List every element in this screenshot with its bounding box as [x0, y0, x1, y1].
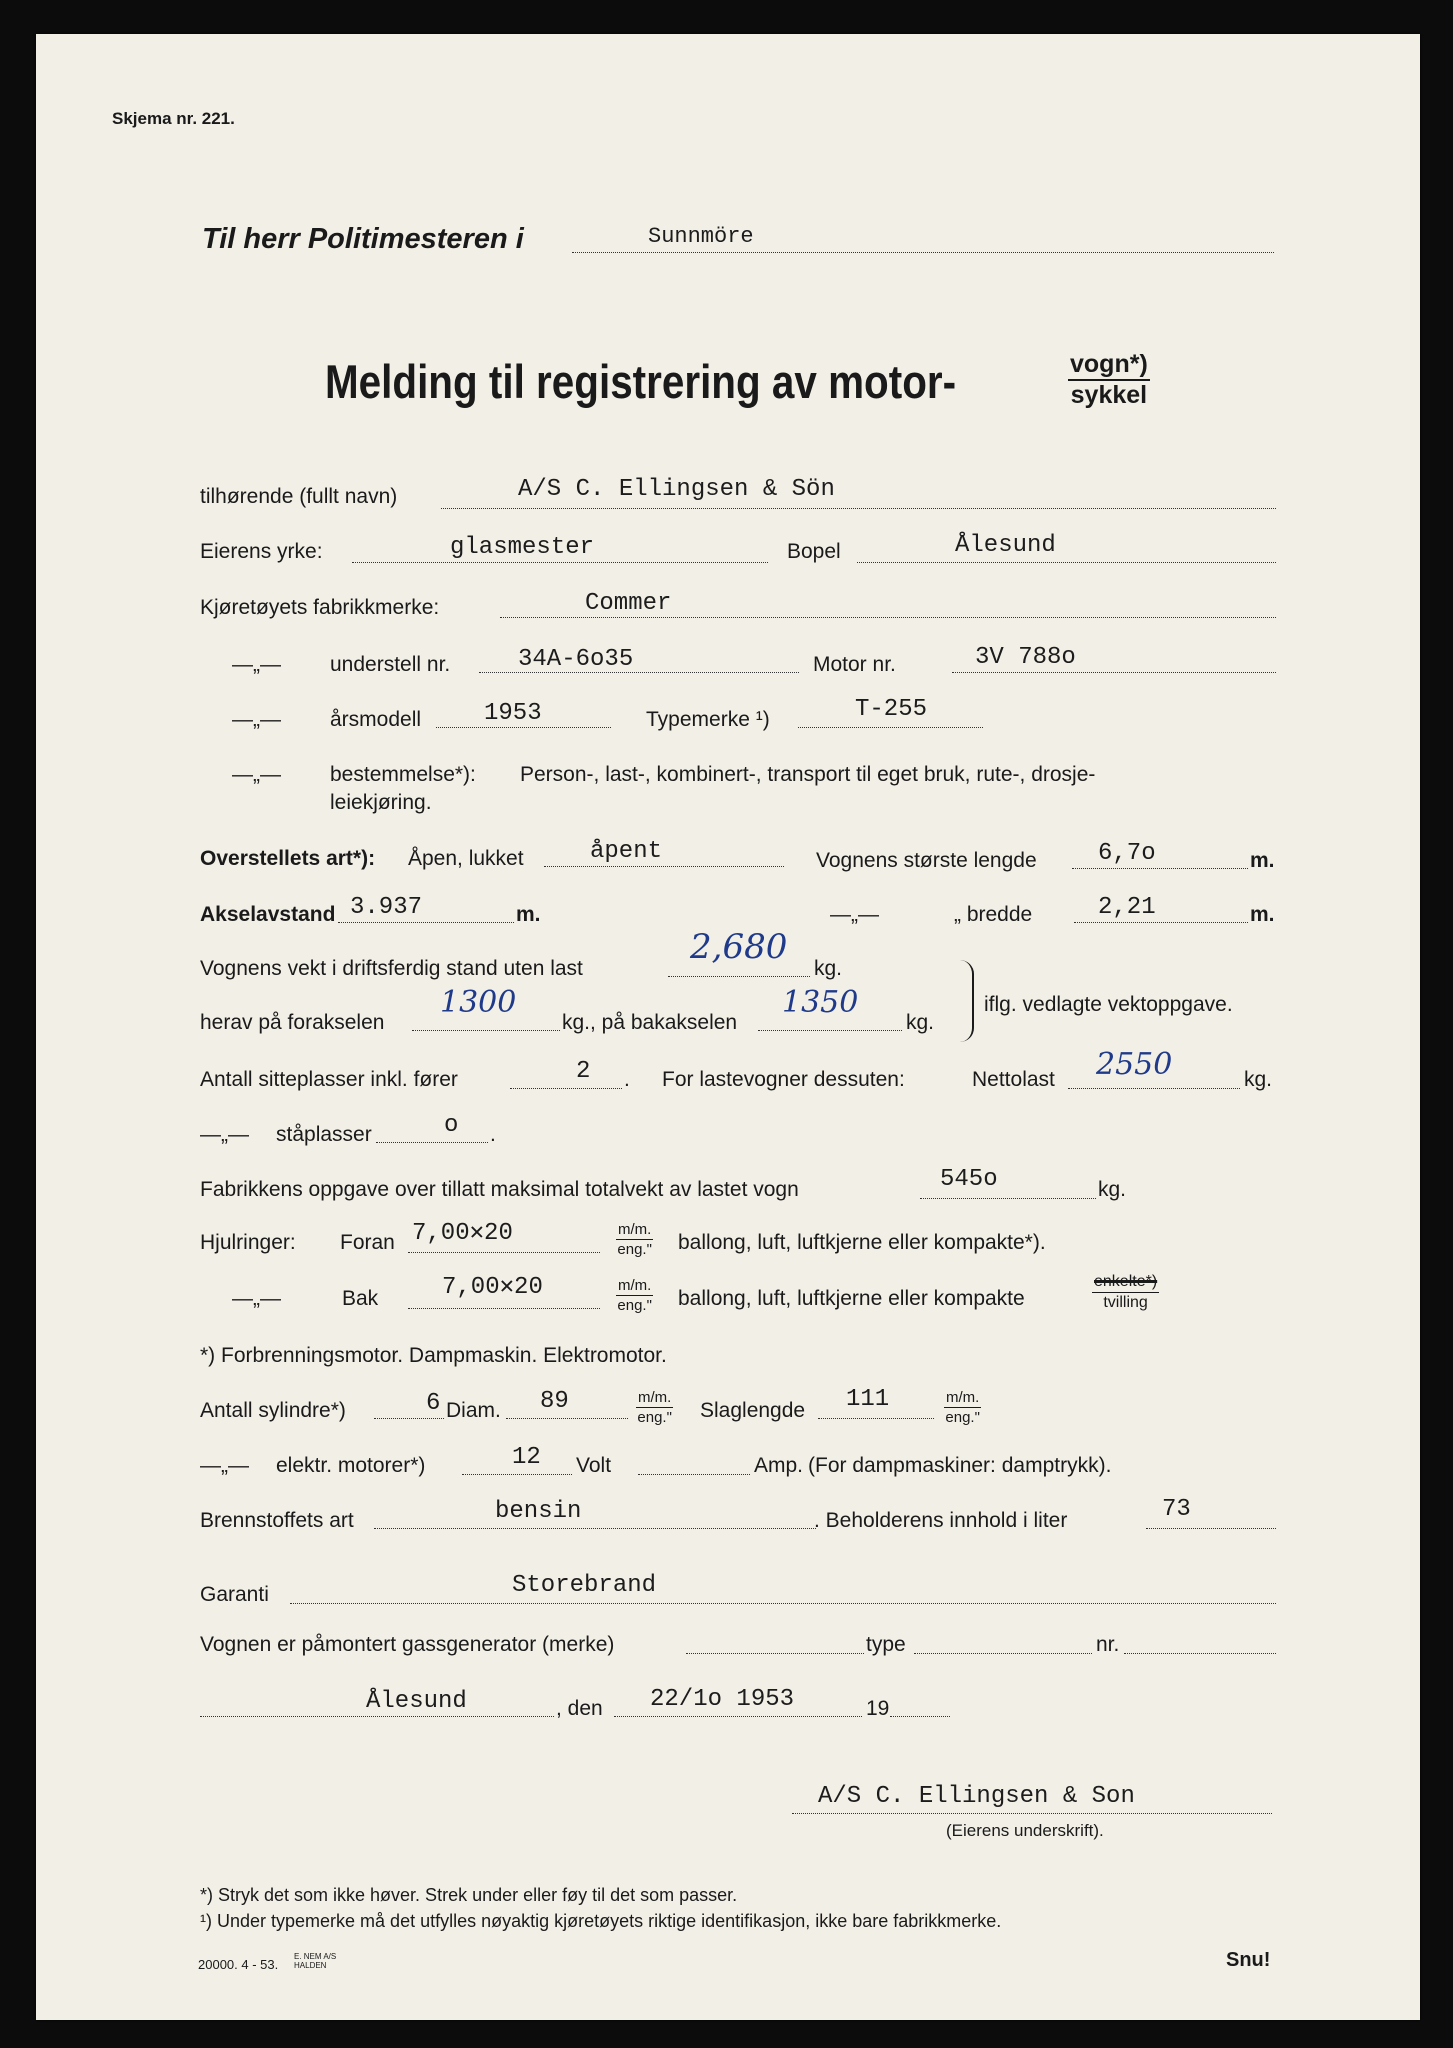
- wheels-rear-type: ballong, luft, luftkjerne eller kompakte: [678, 1287, 1025, 1310]
- guarantee-value: Storebrand: [512, 1572, 657, 1599]
- electric-line: [462, 1474, 572, 1475]
- footnote-2: ¹) Under typemerke må det utfylles nøyaktig kjøretøyets riktige identifikasjon, ikke bare fabrikkmerke.: [200, 1911, 1002, 1931]
- wheels-front-type: ballong, luft, luftkjerne eller kompakte*).: [678, 1231, 1046, 1254]
- weight-brace: [956, 960, 974, 1042]
- purpose-options: Person-, last-, kombinert-, transport til eget bruk, rute-, drosje-: [520, 763, 1096, 786]
- standing-suffix: .: [490, 1123, 496, 1146]
- motor-line: [952, 672, 1276, 673]
- seats-value: 2: [576, 1058, 591, 1085]
- footnote-1: *) Stryk det som ikke høver. Strek under eller føy til det som passer.: [200, 1885, 738, 1905]
- netload-line: [1068, 1088, 1240, 1089]
- date-value: 22/1o 1953: [650, 1686, 795, 1713]
- netload-label: Nettolast: [972, 1068, 1055, 1091]
- wheelbase-line: [338, 922, 514, 923]
- wheels-front-unit: [616, 1222, 653, 1257]
- year-prefix: 19: [866, 1697, 890, 1720]
- length-label: Vognens største lengde: [816, 849, 1037, 872]
- owner-line: [441, 508, 1276, 509]
- cylinders-value: 6: [426, 1390, 441, 1417]
- gas-type-label: type: [866, 1633, 906, 1656]
- tank-line: [1146, 1528, 1276, 1529]
- steam-note: (For dampmaskiner: damptrykk).: [808, 1454, 1112, 1477]
- length-value: 6,7o: [1098, 840, 1156, 867]
- tank-value: 73: [1162, 1496, 1191, 1523]
- wheels-rear-unit: [616, 1278, 653, 1313]
- maxweight-label: Fabrikkens oppgave over tillatt maksimal totalvekt av lastet vogn: [200, 1178, 799, 1201]
- maxweight-value: 545o: [940, 1166, 998, 1193]
- purpose-label: bestemmelse*):: [330, 763, 476, 786]
- front-axle-line: [412, 1030, 560, 1031]
- seats-label: Antall sitteplasser inkl. fører: [200, 1068, 458, 1091]
- amp-label: Amp.: [754, 1454, 804, 1477]
- weight-value: 2,680: [690, 927, 788, 967]
- signature-line: [792, 1813, 1272, 1814]
- title-top: vogn*): [1068, 352, 1150, 381]
- seats-suffix: .: [624, 1068, 630, 1091]
- stroke-line: [818, 1418, 934, 1419]
- stroke-unit: [944, 1390, 981, 1425]
- length-unit: m.: [1250, 849, 1275, 872]
- option-single: enkelte*): [1092, 1274, 1159, 1293]
- residence-value: Ålesund: [955, 532, 1056, 559]
- body-label: Overstellets art*):: [200, 847, 376, 870]
- width-dash: —„—: [830, 903, 879, 926]
- wheelbase-label: Akselavstand: [200, 903, 336, 926]
- print-code: 20000. 4 - 53.: [198, 1957, 279, 1972]
- cylinders-label: Antall sylindre*): [200, 1399, 346, 1422]
- wheels-rear-value: 7,00✕20: [442, 1274, 543, 1301]
- length-line: [1072, 868, 1248, 869]
- date-line: [614, 1716, 862, 1717]
- rear-axle-label: kg., på bakakselen: [562, 1011, 738, 1034]
- gas-nr-label: nr.: [1096, 1633, 1120, 1656]
- width-label: „ bredde: [954, 903, 1033, 926]
- stroke-label: Slaglengde: [700, 1399, 806, 1422]
- addressee-line: [572, 252, 1274, 253]
- occupation-value: glasmester: [450, 534, 595, 561]
- occupation-line: [352, 562, 768, 563]
- date-prefix: , den: [556, 1697, 603, 1720]
- option-twin: tvilling: [1103, 1294, 1148, 1311]
- standing-value: o: [444, 1112, 459, 1139]
- year-dash: —„—: [232, 708, 281, 731]
- wheels-rear-dash: —„—: [232, 1287, 281, 1310]
- diameter-value: 89: [540, 1388, 569, 1415]
- diameter-line: [506, 1418, 628, 1419]
- volt-label: Volt: [576, 1454, 612, 1477]
- residence-line: [857, 562, 1276, 563]
- front-axle-value: 1300: [440, 985, 517, 1020]
- weight-note: iflg. vedlagte vektoppgave.: [984, 993, 1233, 1016]
- standing-dash: —„—: [200, 1123, 249, 1146]
- owner-label: tilhørende (fullt navn): [200, 485, 398, 508]
- body-options: Åpen, lukket: [408, 847, 524, 870]
- unit-eng: eng.": [617, 1297, 652, 1314]
- guarantee-label: Garanti: [200, 1583, 269, 1606]
- guarantee-line: [290, 1603, 1276, 1604]
- wheels-rear-line: [408, 1308, 600, 1309]
- year-prefix-line: [890, 1716, 950, 1717]
- form-number: Skjema nr. 221.: [112, 109, 235, 128]
- body-line: [544, 866, 784, 867]
- unit-mm: m/m.: [618, 1277, 652, 1294]
- unit-eng: eng.": [617, 1241, 652, 1258]
- electric-label: elektr. motorer*): [276, 1454, 426, 1477]
- purpose-options-2: leiekjøring.: [330, 791, 432, 814]
- body-value: åpent: [590, 838, 663, 865]
- motor-label: Motor nr.: [813, 653, 896, 676]
- wheels-front-line: [408, 1252, 600, 1253]
- rear-axle-line: [758, 1030, 902, 1031]
- wheels-label: Hjulringer:: [200, 1231, 296, 1254]
- fuel-line: [374, 1528, 816, 1529]
- gas-line: [686, 1653, 864, 1654]
- title-bottom: sykkel: [1070, 381, 1148, 409]
- rear-axle-value: 1350: [782, 985, 859, 1020]
- maxweight-line: [920, 1198, 1096, 1199]
- fuel-label: Brennstoffets art: [200, 1509, 354, 1532]
- residence-label: Bopel: [787, 540, 841, 563]
- unit-mm: m/m.: [618, 1221, 652, 1238]
- unit-eng: eng.": [637, 1409, 672, 1426]
- maxweight-unit: kg.: [1098, 1178, 1127, 1201]
- addressee-label: Til herr Politimesteren i: [202, 223, 524, 255]
- netload-unit: kg.: [1244, 1068, 1273, 1091]
- electric-value: 12: [512, 1444, 541, 1471]
- make-line: [500, 617, 1276, 618]
- typemark-line: [798, 727, 983, 728]
- form-title: Melding til registrering av motor-: [325, 355, 957, 408]
- turn-over: Snu!: [1226, 1949, 1271, 1971]
- chassis-dash: —„—: [232, 653, 281, 676]
- front-axle-label: herav på forakselen: [200, 1011, 385, 1034]
- width-value: 2,21: [1098, 894, 1156, 921]
- diameter-unit: [636, 1390, 673, 1425]
- cargo-label: For lastevogner dessuten:: [662, 1068, 905, 1091]
- gas-label: Vognen er påmontert gassgenerator (merke): [200, 1633, 615, 1656]
- year-value: 1953: [484, 700, 542, 727]
- standing-label: ståplasser: [276, 1123, 372, 1146]
- printer-info: E. NEM A/S HALDEN: [294, 1952, 337, 1970]
- title-fraction: [1068, 352, 1150, 408]
- make-label: Kjøretøyets fabrikkmerke:: [200, 596, 440, 619]
- make-value: Commer: [585, 590, 672, 617]
- chassis-label: understell nr.: [330, 653, 451, 676]
- unit-mm: m/m.: [946, 1389, 980, 1406]
- motor-value: 3V 788o: [975, 644, 1076, 671]
- gas-type-line: [914, 1653, 1092, 1654]
- weight-unit: kg.: [814, 957, 843, 980]
- fuel-value: bensin: [495, 1498, 582, 1525]
- wheels-front-label: Foran: [340, 1231, 395, 1254]
- standing-line: [376, 1142, 488, 1143]
- typemark-label: Typemerke ¹): [646, 708, 770, 731]
- amp-line: [638, 1474, 750, 1475]
- gas-nr-line: [1124, 1653, 1276, 1654]
- wheelbase-value: 3.937: [350, 894, 423, 921]
- addressee-value: Sunnmöre: [648, 224, 754, 249]
- weight-line: [668, 976, 810, 977]
- rear-axle-unit: kg.: [906, 1011, 935, 1034]
- stroke-value: 111: [846, 1386, 890, 1413]
- year-label: årsmodell: [330, 708, 422, 731]
- width-line: [1074, 922, 1248, 923]
- place-value: Ålesund: [366, 1688, 467, 1715]
- seats-line: [510, 1088, 622, 1089]
- cylinders-line: [374, 1418, 444, 1419]
- electric-dash: —„—: [200, 1454, 249, 1477]
- wheels-front-value: 7,00✕20: [412, 1220, 513, 1247]
- chassis-value: 34A-6o35: [518, 646, 634, 673]
- unit-eng: eng.": [945, 1409, 980, 1426]
- purpose-dash: —„—: [232, 763, 281, 786]
- typemark-value: T-255: [855, 696, 928, 723]
- unit-mm: m/m.: [638, 1389, 672, 1406]
- wheels-rear-option: [1092, 1274, 1159, 1311]
- wheels-rear-label: Bak: [342, 1287, 379, 1310]
- place-line: [200, 1716, 554, 1717]
- tank-label: . Beholderens innhold i liter: [814, 1509, 1068, 1532]
- wheelbase-unit: m.: [516, 903, 541, 926]
- signature-label: (Eierens underskrift).: [946, 1821, 1104, 1840]
- netload-value: 2550: [1096, 1047, 1173, 1082]
- diameter-label: Diam.: [446, 1399, 501, 1422]
- occupation-label: Eierens yrke:: [200, 540, 323, 563]
- width-unit: m.: [1250, 903, 1275, 926]
- signature-value: A/S C. Ellingsen & Son: [818, 1783, 1135, 1810]
- weight-label: Vognens vekt i driftsferdig stand uten last: [200, 957, 583, 980]
- engine-types: *) Forbrenningsmotor. Dampmaskin. Elektromotor.: [200, 1344, 667, 1367]
- year-line: [436, 727, 611, 728]
- owner-value: A/S C. Ellingsen & Sön: [518, 476, 835, 503]
